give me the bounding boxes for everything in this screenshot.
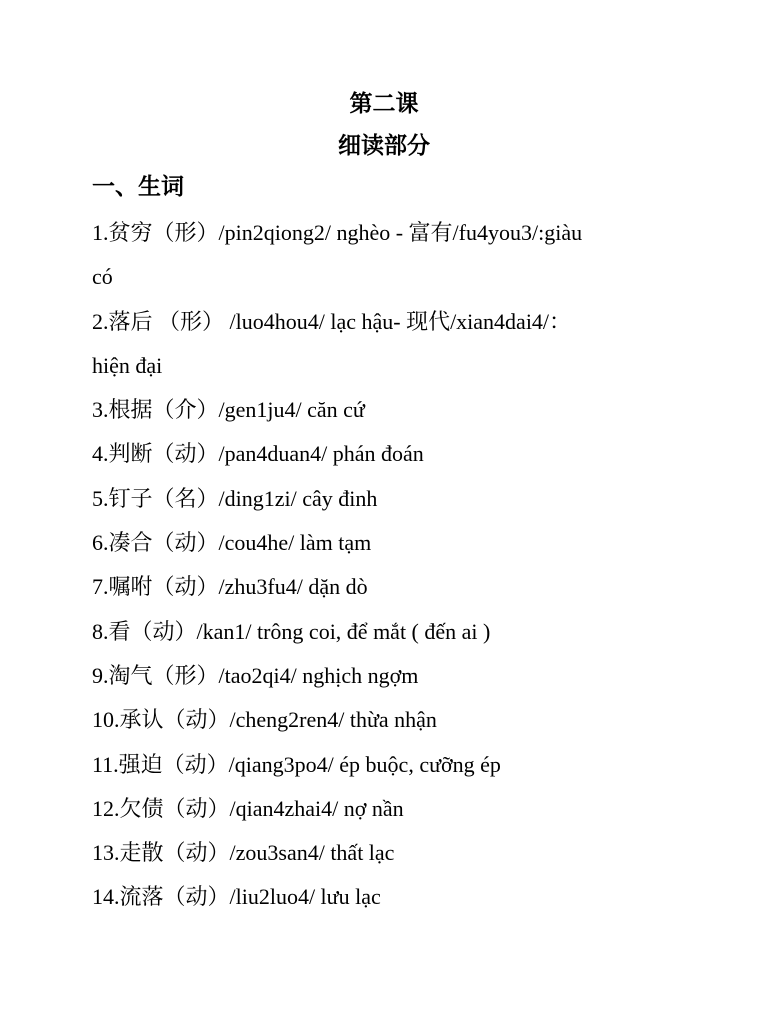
- vocab-item-line: 11.强迫（动）/qiang3po4/ ép buộc, cưỡng ép: [92, 751, 501, 777]
- vocab-item-line: 2.落后 （形） /luo4hou4/ lạc hậu- 现代/xian4dai4/：: [92, 308, 572, 334]
- vocab-item: [92, 787, 692, 831]
- vocab-heading: 一、生词: [92, 174, 184, 199]
- vocab-item-line: 6.凑合（动）/cou4he/ làm tạm: [92, 530, 372, 556]
- section-title: 细读部分: [338, 133, 430, 158]
- lesson-title: 第二课: [349, 91, 419, 116]
- vocab-item-line: 4.判断（动）/pan4duan4/ phán đoán: [92, 441, 424, 467]
- vocab-item-continuation: có: [92, 264, 113, 290]
- vocab-item: [92, 698, 692, 742]
- vocab-item: [92, 521, 692, 565]
- vocab-item-line: 1.贫穷（形）/pin2qiong2/ nghèo - 富有/fu4you3/:giàu: [92, 220, 583, 245]
- vocab-item: [92, 388, 692, 432]
- vocab-item-line: 8.看（动）/kan1/ trông coi, để mắt ( đến ai ): [92, 618, 491, 644]
- vocab-item-line: 13.走散（动）/zou3san4/ thất lạc: [92, 840, 395, 866]
- vocab-item-line: 12.欠债（动）/qian4zhai4/ nợ nần: [92, 795, 404, 821]
- vocab-item: [92, 477, 692, 521]
- vocab-item: [92, 875, 692, 919]
- vocab-item-line: 5.钉子（名）/ding1zi/ cây đinh: [92, 485, 378, 511]
- vocab-item: [92, 831, 692, 875]
- vocab-item-line: 10.承认（动）/cheng2ren4/ thừa nhận: [92, 707, 437, 733]
- vocab-item: [92, 610, 692, 654]
- vocab-item: [92, 743, 692, 787]
- vocab-item-continuation: hiện đại: [92, 352, 163, 378]
- vocab-item: [92, 432, 692, 476]
- vocab-item: [92, 565, 692, 609]
- vocab-item-line: 3.根据（介）/gen1ju4/ căn cứ: [92, 397, 365, 423]
- vocab-item: [92, 211, 692, 300]
- vocab-item-line: 14.流落（动）/liu2luo4/ lưu lạc: [92, 884, 381, 910]
- vocab-item-line: 9.淘气（形）/tao2qi4/ nghịch ngợm: [92, 662, 419, 688]
- vocab-list: [92, 211, 692, 920]
- vocab-item: [92, 654, 692, 698]
- vocab-item: [92, 300, 692, 389]
- vocab-item-line: 7.嘱咐（动）/zhu3fu4/ dặn dò: [92, 574, 368, 600]
